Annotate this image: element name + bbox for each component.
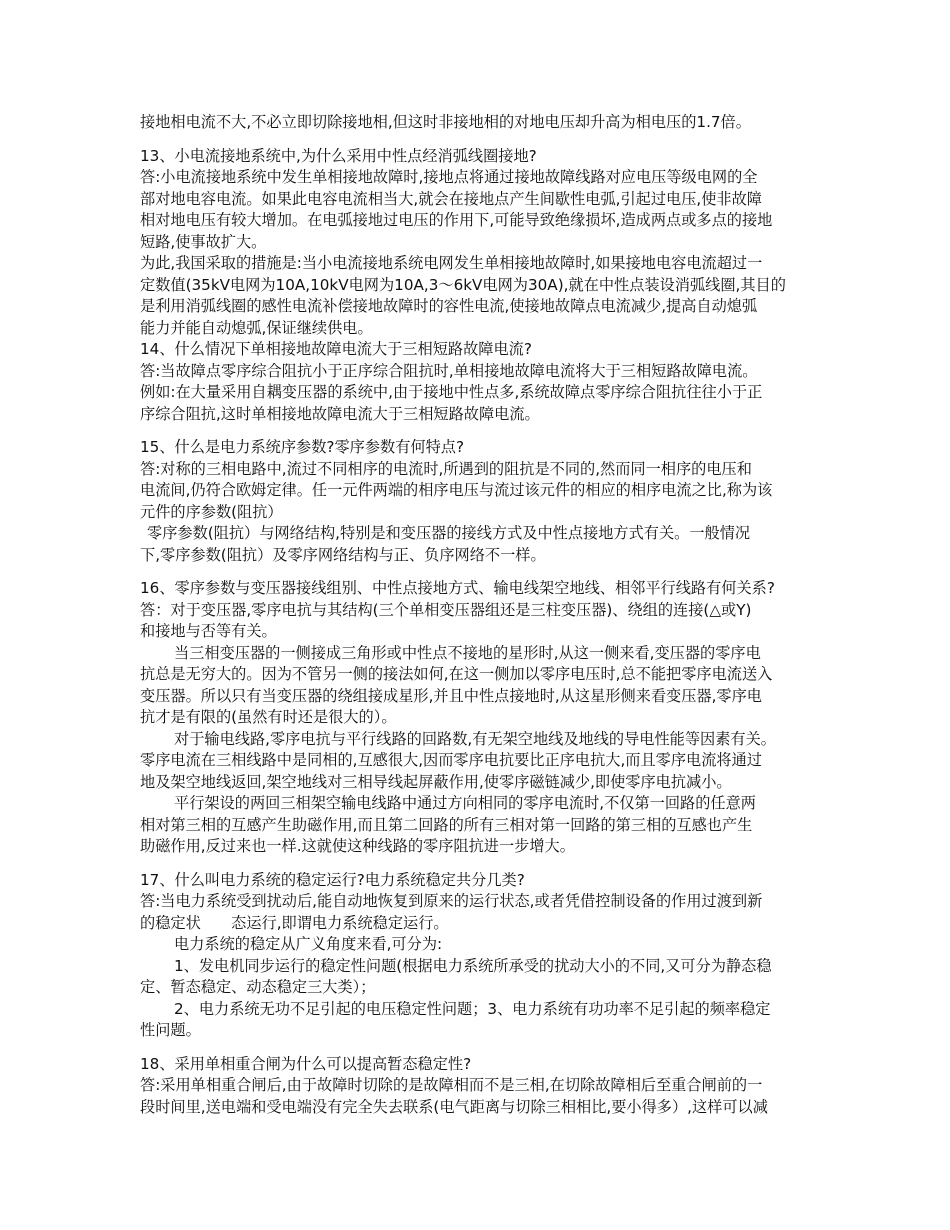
text-line: 能力并能自动熄弧,保证继续供电。 <box>140 318 373 337</box>
text-line: 助磁作用,反过来也一样.这就使这种线路的零序阻抗进一步增大。 <box>140 837 575 855</box>
text-line: 答：对于变压器,零序电抗与其结构(三个单相变压器组还是三柱变压器)、绕组的连接(△或Y) <box>140 600 752 619</box>
question-heading-16: 16、零序参数与变压器接线组别、中性点接地方式、输电线架空地线、相邻平行线路有何关系? <box>140 579 775 597</box>
text-line: 短路,使事故扩大。 <box>140 232 267 251</box>
text-line: 相对第三相的互感产生助磁作用,而且第二回路的所有三相对第一回路的第三相的互感也产生 <box>140 815 753 834</box>
text-line: 答:当故障点零序综合阻抗小于正序综合阻抗时,单相接地故障电流将大于三相短路故障电流。 <box>140 361 758 380</box>
text-line: 性问题。 <box>140 1021 201 1039</box>
text-line: 零序电流在三相线路中是同相的,互感很大,因而零序电抗要比正序电抗大,而且零序电流将通过 <box>140 751 762 769</box>
text-line: 答:采用单相重合闸后,由于故障时切除的是故障相而不是三相,在切除故障相后至重合闸前的一 <box>140 1076 763 1094</box>
question-heading-15: 15、什么是电力系统序参数?零序参数有何特点? <box>140 438 465 456</box>
text-line: 当三相变压器的一侧接成三角形或中性点不接地的星形时,从这一侧来看,变压器的零序电 <box>174 643 761 662</box>
text-line: 接地相电流不大,不必立即切除接地相,但这时非接地相的对地电压却升高为相电压的1.7倍。 <box>140 113 751 131</box>
text-line: 段时间里,送电端和受电端没有完全失去联系(电气距离与切除三相相比,要小得多）,这样可以减 <box>140 1097 768 1116</box>
question-heading-13: 13、小电流接地系统中,为什么采用中性点经消弧线圈接地? <box>140 146 537 165</box>
text-line: 电力系统的稳定从广义角度来看,可分为: <box>174 935 443 953</box>
text-line: 的稳定状 态运行,即谓电力系统稳定运行。 <box>140 913 449 932</box>
text-line: 部对地电容电流。如果此电容电流相当大,就会在接地点产生间歇性电弧,引起过电压,使非故障 <box>140 189 762 208</box>
text-line: 抗总是无穷大的。因为不管另一侧的接法如何,在这一侧加以零序电压时,总不能把零序电流送入 <box>140 665 773 683</box>
text-line: 下,零序参数(阻抗）及零序网络结构与正、负序网络不一样。 <box>140 545 546 564</box>
text-line: 元件的序参数(阻抗） <box>140 502 283 521</box>
text-line: 定、暂态稳定、动态稳定三大类）； <box>140 978 376 996</box>
text-line: 是利用消弧线圈的感性电流补偿接地故障时的容性电流,使接地故障点电流减少,提高自动熄弧 <box>140 297 758 315</box>
text-line: 地及架空地线返回,架空地线对三相导线起屏蔽作用,使零序磁链减少,即使零序电抗减小。 <box>140 772 732 791</box>
document-page <box>140 112 815 1118</box>
text-line: 1、发电机同步运行的稳定性问题(根据电力系统所承受的扰动大小的不同,又可分为静态稳 <box>174 956 772 975</box>
text-line: 答:当电力系统受到扰动后,能自动地恢复到原来的运行状态,或者凭借控制设备的作用过渡到新 <box>140 892 763 910</box>
text-line: 2、电力系统无功不足引起的电压稳定性问题；3、电力系统有功功率不足引起的频率稳定 <box>174 999 771 1018</box>
text-line: 电流间,仍符合欧姆定律。任一元件两端的相序电压与流过该元件的相应的相序电流之比,称为该 <box>140 481 773 499</box>
text-line: 变压器。所以只有当变压器的绕组接成星形,并且中性点接地时,从这星形侧来看变压器,零序电 <box>140 686 762 705</box>
text-line: 例如:在大量采用自耦变压器的系统中,由于接地中性点多,系统故障点零序综合阻抗往往小于正 <box>140 383 763 401</box>
text-line: 为此,我国采取的措施是:当小电流接地系统电网发生单相接地故障时,如果接地电容电流超过一 <box>140 254 763 272</box>
text-line: 平行架设的两回三相架空输电线路中通过方向相同的零序电流时,不仅第一回路的任意两 <box>174 794 756 812</box>
question-heading-17: 17、什么叫电力系统的稳定运行?电力系统稳定共分几类? <box>140 870 525 889</box>
text-line: 抗才是有限的(虽然有时还是很大的）。 <box>140 708 397 726</box>
text-line: 和接地与否等有关。 <box>140 622 277 640</box>
text-line: 答:对称的三相电路中,流过不同相序的电流时,所遇到的阻抗是不同的,然而同一相序的电压和 <box>140 459 752 478</box>
text-line: 零序参数(阻抗）与网络结构,特别是和变压器的接线方式及中性点接地方式有关。一般情况 <box>147 524 751 542</box>
question-heading-18: 18、采用单相重合闸为什么可以提高暂态稳定性? <box>140 1054 472 1073</box>
text-line: 序综合阻抗,这时单相接地故障电流大于三相短路故障电流。 <box>140 404 540 423</box>
text-line: 相对地电压有较大增加。在电弧接地过电压的作用下,可能导致绝缘损坏,造成两点或多点的接地 <box>140 211 773 229</box>
text-line: 答:小电流接地系统中发生单相接地故障时,接地点将通过接地故障线路对应电压等级电网的全 <box>140 168 758 186</box>
question-heading-14: 14、什么情况下单相接地故障电流大于三相短路故障电流? <box>140 340 532 358</box>
text-line: 定数值(35kV电网为10A,10kV电网为10A,3～6kV电网为30A),就在中性点装设消弧线圈,其目的 <box>140 275 786 294</box>
text-line: 对于输电线路,零序电抗与平行线路的回路数,有无架空地线及地线的导电性能等因素有关。 <box>174 729 776 748</box>
